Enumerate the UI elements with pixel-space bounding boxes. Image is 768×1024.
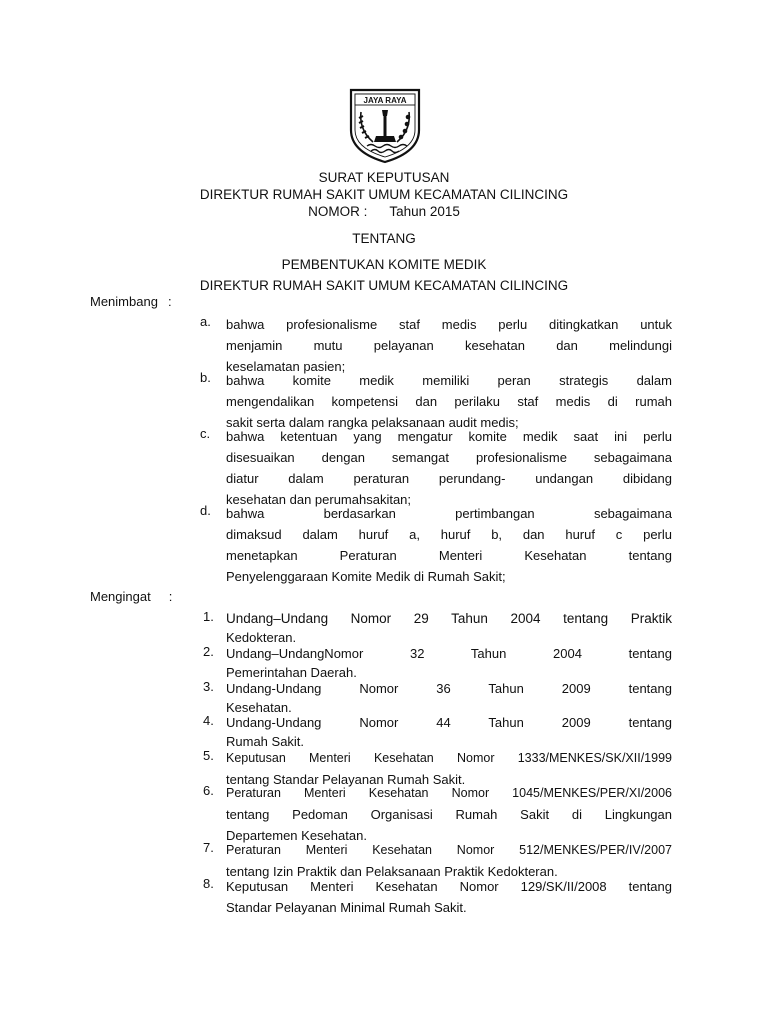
menimbang-item-b (200, 370, 672, 430)
jaya-raya-emblem-icon (345, 86, 425, 164)
item-line: Kesehatan. (226, 700, 292, 715)
item-line: Keputusan Menteri Kesehatan Nomor 1333/MENKES/SK/XII/1999 (226, 751, 672, 765)
item-marker: 4. (203, 713, 214, 728)
item-line: Penyelenggaraan Komite Medik di Rumah Sakit; (226, 569, 506, 584)
title-line-1: SURAT KEPUTUSAN (318, 170, 450, 185)
item-line: Departemen Kesehatan. (226, 828, 367, 843)
item-line: Standar Pelayanan Minimal Rumah Sakit. (226, 900, 467, 915)
item-line: Undang-Undang Nomor 36 Tahun 2009 tentang (226, 681, 672, 696)
item-marker: 8. (203, 876, 214, 891)
item-line: Keputusan Menteri Kesehatan Nomor 129/SK/II/2008 tentang (226, 879, 672, 894)
item-marker: 2. (203, 644, 214, 659)
item-marker: a. (200, 314, 211, 329)
item-line: bahwa profesionalisme staf medis perlu ditingkatkan untuk (226, 317, 672, 332)
item-marker: 3. (203, 679, 214, 694)
item-line: Undang–Undang Nomor 29 Tahun 2004 tentang Praktik (226, 611, 672, 626)
mengingat-colon: : (168, 589, 173, 604)
item-marker: 5. (203, 748, 214, 763)
decree-number (0, 203, 768, 220)
item-line: Kedokteran. (226, 630, 297, 645)
item-marker: b. (200, 370, 211, 385)
item-line: dimaksud dalam huruf a, huruf b, dan huruf c perlu (226, 527, 672, 542)
item-line: keselamatan pasien; (226, 359, 346, 374)
item-marker: d. (200, 503, 211, 518)
document-type-title (0, 169, 768, 186)
menimbang-item-c (200, 426, 672, 507)
item-line: tentang Pedoman Organisasi Rumah Sakit di Lingkungan (226, 807, 672, 822)
item-line: tentang Izin Praktik dan Pelaksanaan Praktik Kedokteran. (226, 864, 558, 879)
nomor-label: NOMOR : (308, 204, 368, 219)
nomor-year: Tahun 2015 (389, 204, 460, 219)
item-line: Rumah Sakit. (226, 734, 305, 749)
item-line: diatur dalam peraturan perundang- undangan dibidang (226, 471, 672, 486)
item-line: Undang–UndangNomor 32 Tahun 2004 tentang (226, 646, 672, 661)
item-line: Peraturan Menteri Kesehatan Nomor 512/MENKES/PER/IV/2007 (226, 843, 672, 857)
item-marker: 7. (203, 840, 214, 855)
item-marker: 6. (203, 783, 214, 798)
mengingat-item-5 (200, 748, 672, 787)
mengingat-item-7 (200, 840, 672, 879)
item-line: bahwa komite medik memiliki peran strategis dalam (226, 373, 672, 388)
item-line: menetapkan Peraturan Menteri Kesehatan tentang (226, 548, 672, 563)
item-line: Undang-Undang Nomor 44 Tahun 2009 tentang (226, 715, 672, 730)
menimbang-item-d (200, 503, 672, 587)
menimbang-item-a (200, 314, 672, 374)
subject-title (0, 256, 768, 273)
item-marker: 1. (203, 609, 214, 624)
subject-line-1: PEMBENTUKAN KOMITE MEDIK (281, 257, 487, 272)
menimbang-text: Menimbang (90, 294, 158, 309)
mengingat-item-1 (200, 609, 672, 645)
item-line: kesehatan dan perumahsakitan; (226, 492, 412, 507)
subject-issuer (0, 277, 768, 294)
mengingat-item-4 (200, 713, 672, 749)
mengingat-text: Mengingat (90, 589, 151, 604)
item-line: sakit serta dalam rangka pelaksanaan audit medis; (226, 415, 519, 430)
item-line: tentang Standar Pelayanan Rumah Sakit. (226, 772, 466, 787)
item-line: menjamin mutu pelayanan kesehatan dan melindungi (226, 338, 672, 353)
tentang-heading (0, 230, 768, 247)
item-line: Peraturan Menteri Kesehatan Nomor 1045/MENKES/PER/XI/2006 (226, 786, 672, 800)
title-line-2: DIREKTUR RUMAH SAKIT UMUM KECAMATAN CILINCING (199, 187, 569, 202)
mengingat-item-3 (200, 679, 672, 715)
item-line: bahwa ketentuan yang mengatur komite medik saat ini perlu (226, 429, 672, 444)
mengingat-item-6 (200, 783, 672, 843)
tentang-label: TENTANG (352, 231, 416, 246)
menimbang-label (90, 293, 172, 310)
mengingat-label (90, 588, 172, 605)
item-line: disesuaikan dengan semangat profesionalisme sebagaimana (226, 450, 672, 465)
menimbang-colon: : (167, 294, 172, 309)
mengingat-item-8 (200, 876, 672, 918)
svg-text:JAYA RAYA: JAYA RAYA (363, 96, 407, 105)
subject-line-2: DIREKTUR RUMAH SAKIT UMUM KECAMATAN CILINCING (199, 278, 569, 293)
item-marker: c. (200, 426, 211, 441)
item-line: Pemerintahan Daerah. (226, 665, 357, 680)
item-line: bahwa berdasarkan pertimbangan sebagaimana (226, 506, 672, 521)
issuer-title (0, 186, 768, 203)
item-line: mengendalikan kompetensi dan perilaku staf medis di rumah (226, 394, 672, 409)
mengingat-item-2 (200, 644, 672, 680)
